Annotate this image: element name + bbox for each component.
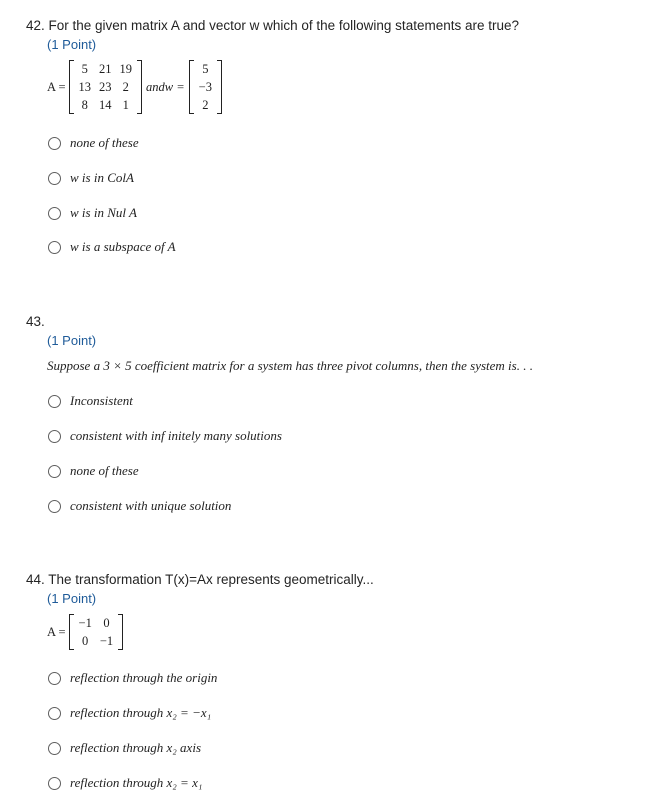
- vector-cell: 2: [202, 98, 209, 112]
- option-label[interactable]: consistent with inf initely many solutions: [70, 428, 282, 443]
- question-42-title: 42. For the given matrix A and vector w which of the following statements are true?: [26, 18, 520, 33]
- radio-button[interactable]: [48, 672, 61, 685]
- q42-option-1[interactable]: [48, 135, 139, 151]
- q43-option-1[interactable]: [48, 393, 133, 409]
- matrix-cell: −1: [99, 634, 114, 648]
- option-label[interactable]: w is in ColA: [70, 170, 134, 185]
- radio-button[interactable]: [48, 500, 61, 513]
- option-label[interactable]: none of these: [70, 463, 139, 478]
- vector-w: [189, 60, 222, 114]
- question-44-title: 44. The transformation T(x)=Ax represents geometrically...: [26, 572, 374, 587]
- matrix-a-label: A =: [47, 79, 66, 94]
- q43-option-3[interactable]: [48, 463, 139, 479]
- option-label[interactable]: reflection through x₂ = −x₁: [70, 705, 212, 720]
- matrix-cell: 0: [82, 634, 89, 648]
- q44-option-3[interactable]: [48, 740, 201, 756]
- option-label[interactable]: consistent with unique solution: [70, 498, 232, 513]
- radio-button[interactable]: [48, 742, 61, 755]
- q42-option-4[interactable]: [48, 239, 176, 255]
- option-label[interactable]: reflection through x₂ axis: [70, 740, 202, 755]
- q42-option-3[interactable]: [48, 205, 137, 221]
- and-w-label: andw =: [146, 79, 185, 94]
- vector-cell: 5: [202, 62, 209, 76]
- question-43-prompt: Suppose a 3 × 5 coefficient matrix for a system has three pivot columns, then the system is. . .: [47, 358, 533, 373]
- matrix-cell: 8: [81, 98, 88, 112]
- option-label[interactable]: Inconsistent: [70, 393, 133, 408]
- radio-button[interactable]: [48, 241, 61, 254]
- q43-option-2[interactable]: [48, 428, 282, 444]
- radio-button[interactable]: [48, 777, 61, 790]
- vector-cell: −3: [198, 80, 212, 94]
- q44-option-4[interactable]: [48, 775, 202, 791]
- radio-button[interactable]: [48, 172, 61, 185]
- option-label[interactable]: w is in Nul A: [70, 205, 137, 220]
- option-label[interactable]: w is a subspace of A: [70, 239, 176, 254]
- q42-option-2[interactable]: [48, 170, 134, 186]
- matrix-cell: 19: [119, 62, 133, 76]
- matrix-a: [69, 614, 124, 650]
- question-43-title: 43.: [26, 314, 45, 329]
- matrix-cell: 14: [99, 98, 112, 112]
- radio-button[interactable]: [48, 137, 61, 150]
- matrix-cell: 21: [99, 62, 112, 76]
- matrix-cell: 5: [81, 62, 88, 76]
- matrix-cell: 0: [103, 616, 110, 630]
- question-42-points: (1 Point): [47, 37, 97, 52]
- matrix-cell: −1: [78, 616, 92, 630]
- matrix-a: [69, 60, 143, 114]
- radio-button[interactable]: [48, 430, 61, 443]
- option-label[interactable]: reflection through the origin: [70, 670, 218, 685]
- matrix-cell: 23: [99, 80, 112, 94]
- option-label[interactable]: none of these: [70, 135, 139, 150]
- question-42-matrix-expression: [47, 60, 222, 114]
- question-44-matrix-expression: [47, 614, 123, 650]
- option-label[interactable]: reflection through x₂ = x₁: [70, 775, 203, 790]
- q43-option-4[interactable]: [48, 498, 231, 514]
- question-43-points: (1 Point): [47, 333, 97, 348]
- matrix-cell: 2: [122, 80, 129, 94]
- radio-button[interactable]: [48, 465, 61, 478]
- radio-button[interactable]: [48, 707, 61, 720]
- matrix-cell: 13: [78, 80, 92, 94]
- radio-button[interactable]: [48, 395, 61, 408]
- matrix-cell: 1: [122, 98, 129, 112]
- matrix-a-label: A =: [47, 624, 66, 639]
- q44-option-2[interactable]: [48, 705, 211, 721]
- question-44-points: (1 Point): [47, 591, 97, 606]
- radio-button[interactable]: [48, 207, 61, 220]
- q44-option-1[interactable]: [48, 670, 217, 686]
